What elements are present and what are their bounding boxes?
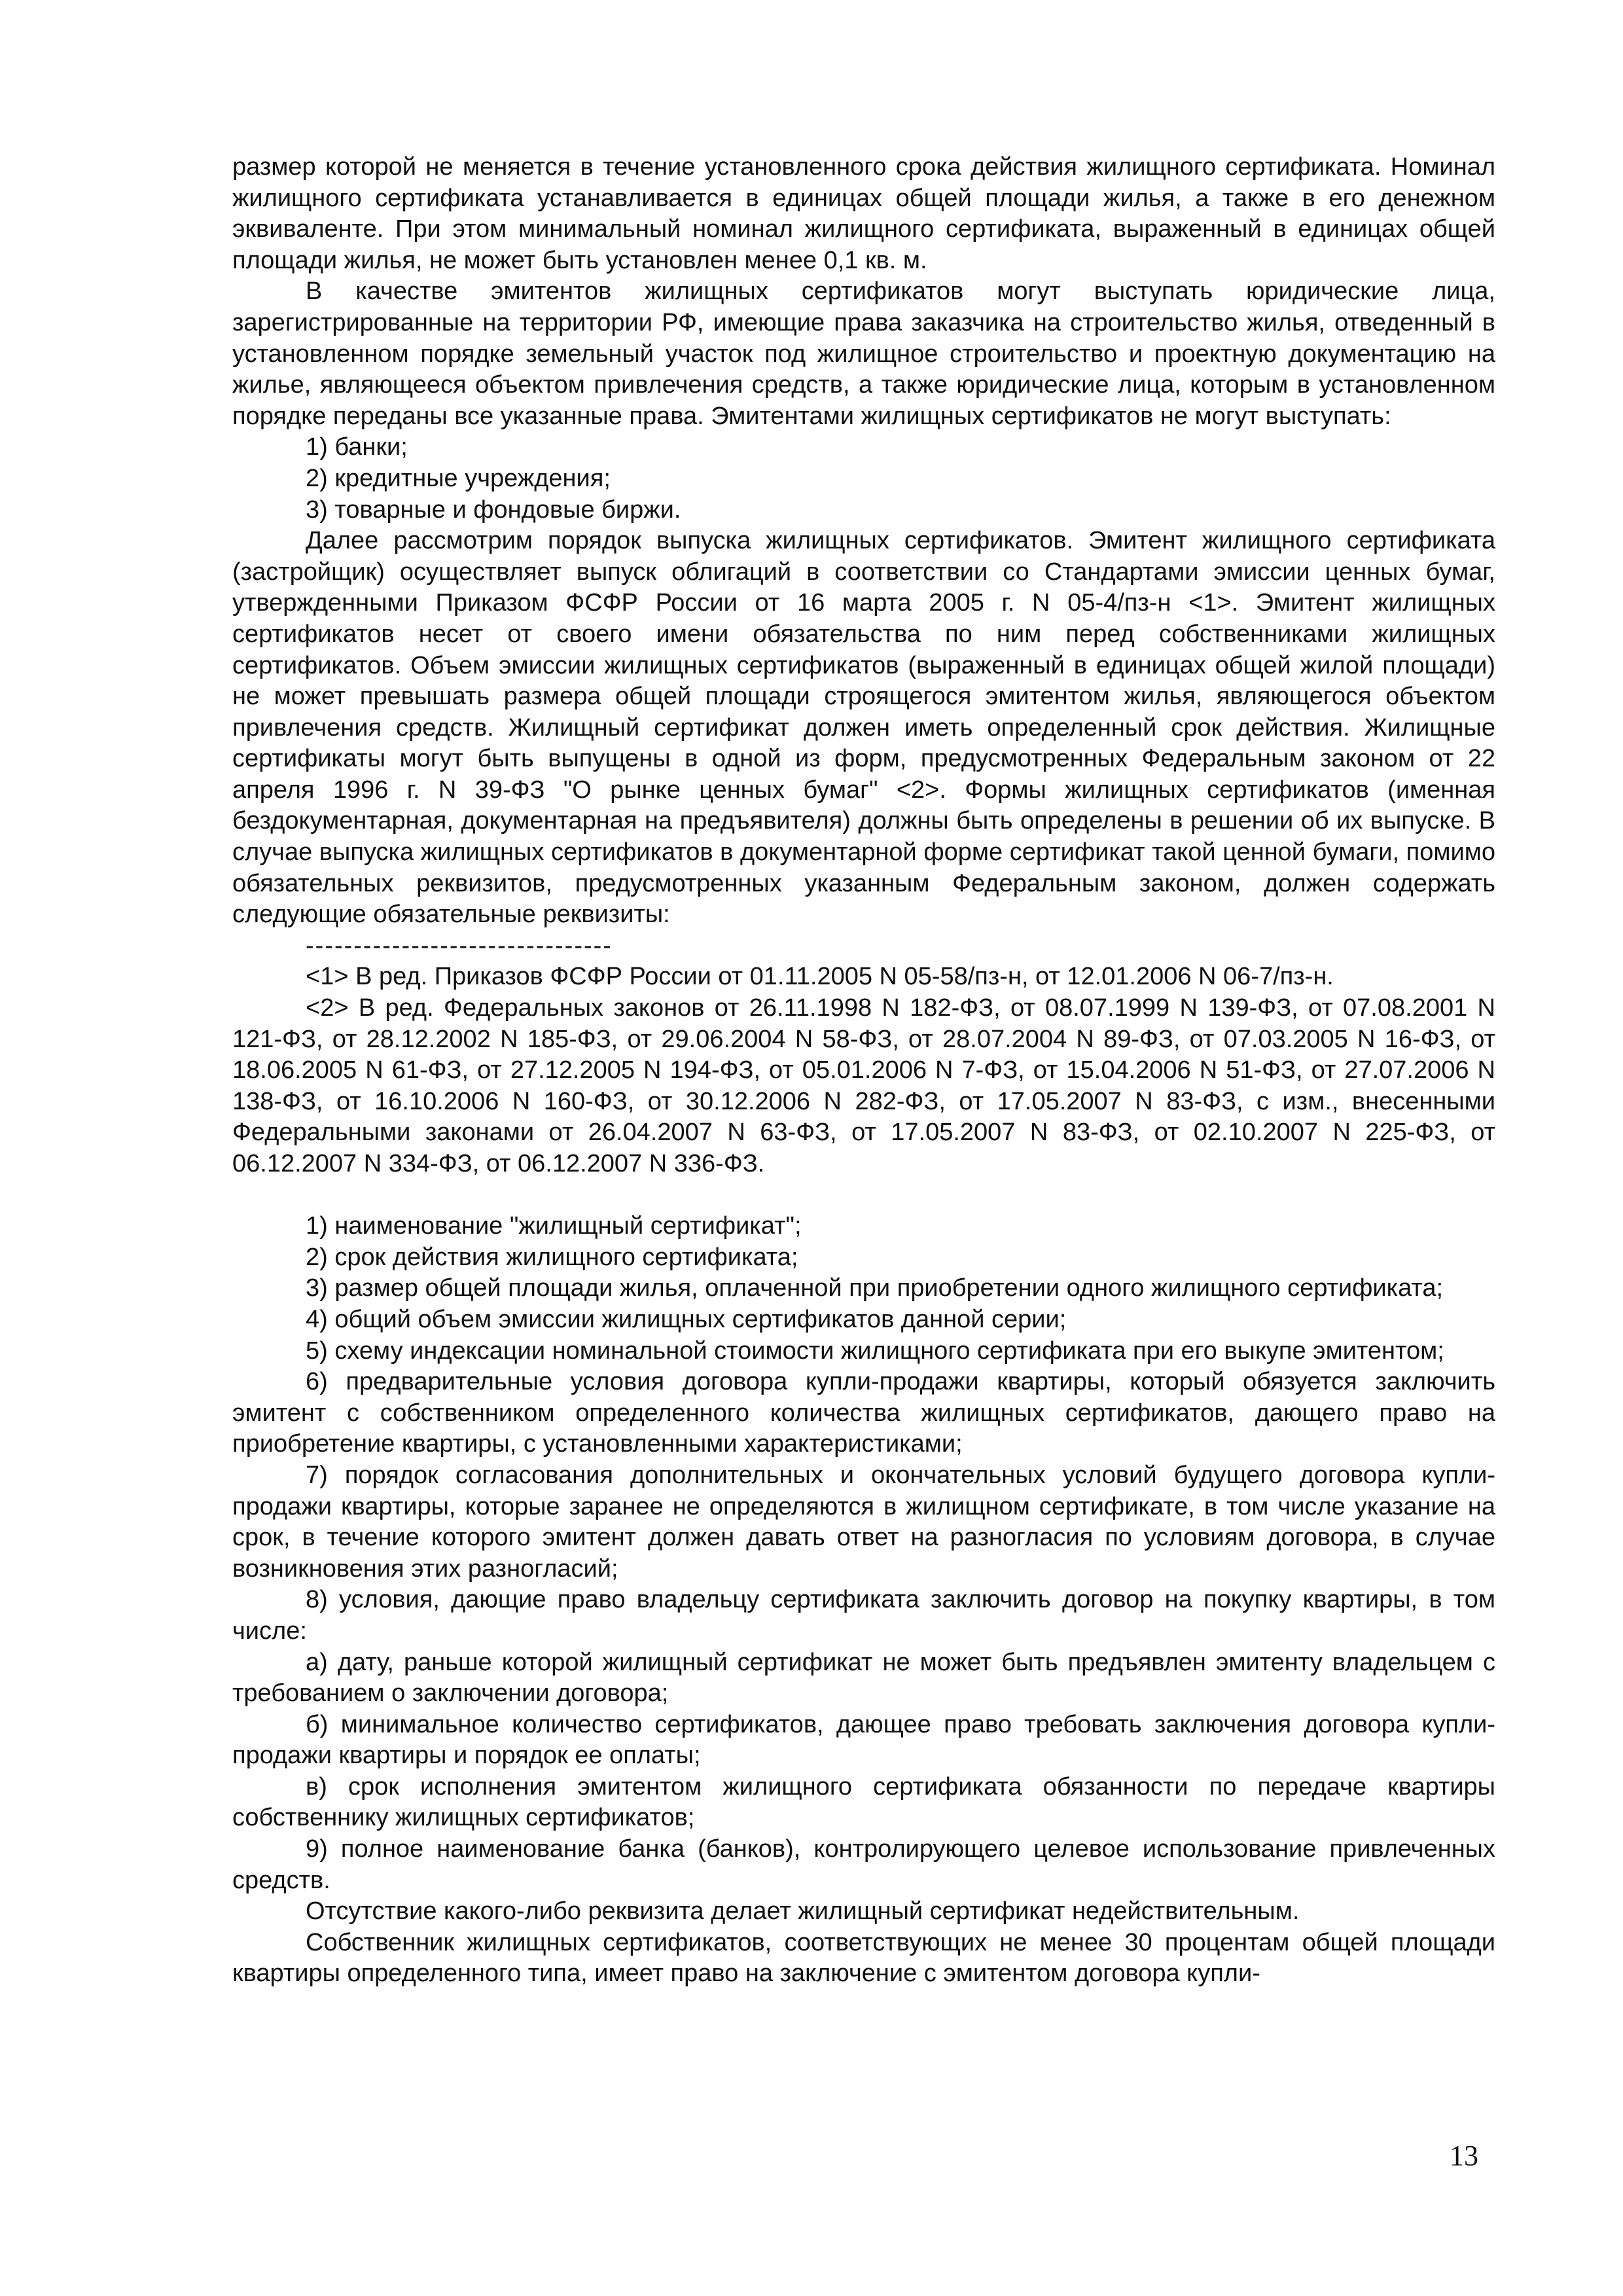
list-item: б) минимальное количество сертификатов, дающее право требовать заключения договора купли-продажи квартиры и порядок ее оплаты; [232, 1710, 1495, 1770]
page-number: 13 [1450, 2140, 1478, 2172]
list-item: 3) товарные и фондовые биржи. [306, 495, 681, 524]
list-item: в) срок исполнения эмитентом жилищного сертификата обязанности по передаче квартиры собственнику жилищных сертификатов; [232, 1772, 1495, 1832]
list-item: 1) банки; [306, 433, 408, 461]
footnote-separator: -------------------------------- [306, 931, 613, 960]
list-item: 5) схему индексации номинальной стоимости жилищного сертификата при его выкупе эмитентом; [306, 1336, 1444, 1365]
list-item: 2) срок действия жилищного сертификата; [306, 1243, 798, 1271]
list-item: 8) условия, дающие право владельцу сертификата заключить договор на покупку квартиры, в том числе: [232, 1586, 1495, 1645]
document-page [232, 152, 1495, 1990]
footnote: <2> В ред. Федеральных законов от 26.11.1998 N 182-ФЗ, от 08.07.1999 N 139-ФЗ, от 07.08.2001 N 121-ФЗ, от 28.12.2002 N 185-ФЗ, от 29.06.2004 N 58-ФЗ, от 28.07.2004 N 89-ФЗ, от 07.03.2005 N 16-ФЗ, от 18.06.2005 N 61-ФЗ, от 27.12.2005 N 194-ФЗ, от 05.01.2006 N 7-ФЗ, от 15.04.2006 N 51-ФЗ, от 27.07.2006 N 138-ФЗ, от 16.10.2006 N 160-ФЗ, от 30.12.2006 N 282-ФЗ, от 17.05.2007 N 83-ФЗ, с изм., внесенными Федеральными законами от 26.04.2007 N 63-ФЗ, от 17.05.2007 N 83-ФЗ, от 02.10.2007 N 225-ФЗ, от 06.12.2007 N 334-ФЗ, от 06.12.2007 N 336-ФЗ. [232, 994, 1495, 1177]
spacer [232, 1180, 1495, 1211]
list-item: 3) размер общей площади жилья, оплаченной при приобретении одного жилищного сертификата; [306, 1274, 1444, 1302]
list-item: 7) порядок согласования дополнительных и окончательных условий будущего договора купли-продажи квартиры, которые заранее не определяются в жилищном сертификате, в том числе указание на срок, в течение которого эмитент должен давать ответ на разногласия по условиям договора, в случае возникновения этих разногласий; [232, 1461, 1495, 1583]
paragraph: Отсутствие какого-либо реквизита делает жилищный сертификат недействительным. [306, 1897, 1300, 1926]
footnote: <1> В ред. Приказов ФСФР России от 01.11.2005 N 05-58/пз-н, от 12.01.2006 N 06-7/пз-н. [306, 963, 1334, 991]
paragraph: Далее рассмотрим порядок выпуска жилищных сертификатов. Эмитент жилищного сертификата (застройщик) осуществляет выпуск облигаций в соответствии со Стандартами эмиссии ценных бумаг, утвержденными Приказом ФСФР России от 16 марта 2005 г. N 05-4/пз-н <1>. Эмитент жилищных сертификатов несет от своего имени обязательства по ним перед собственниками жилищных сертификатов. Объем эмиссии жилищных сертификатов (выраженный в единицах общей жилой площади) не может превышать размера общей площади строящегося эмитентом жилья, являющегося объектом привлечения средств. Жилищный сертификат должен иметь определенный срок действия. Жилищные сертификаты могут быть выпущены в одной из форм, предусмотренных Федеральным законом от 22 апреля 1996 г. N 39-ФЗ "О рынке ценных бумаг" <2>. Формы жилищных сертификатов (именная бездокументарная, документарная на предъявителя) должны быть определены в решении об их выпуске. В случае выпуска жилищных сертификатов в документарной форме сертификат такой ценной бумаги, помимо обязательных реквизитов, предусмотренных указанным Федеральным законом, должен содержать следующие обязательные реквизиты: [232, 527, 1495, 929]
list-item: а) дату, раньше которой жилищный сертификат не может быть предъявлен эмитенту владельцем с требованием о заключении договора; [232, 1648, 1495, 1708]
paragraph: В качестве эмитентов жилищных сертификатов могут выступать юридические лица, зарегистрированные на территории РФ, имеющие права заказчика на строительство жилья, отведенный в установленном порядке земельный участок под жилищное строительство и проектную документацию на жилье, являющееся объектом привлечения средств, а также юридические лица, которым в установленном порядке переданы все указанные права. Эмитентами жилищных сертификатов не могут выступать: [232, 278, 1495, 430]
list-item: 6) предварительные условия договора купли-продажи квартиры, который обязуется заключить эмитент с собственником определенного количества жилищных сертификатов, дающего право на приобретение квартиры, с установленными характеристиками; [232, 1368, 1495, 1458]
paragraph: размер которой не меняется в течение установленного срока действия жилищного сертификата. Номинал жилищного сертификата устанавливается в единицах общей площади жилья, а также в его денежном эквиваленте. При этом минимальный номинал жилищного сертификата, выраженный в единицах общей площади жилья, не может быть установлен менее 0,1 кв. м. [232, 153, 1495, 274]
paragraph: Собственник жилищных сертификатов, соответствующих не менее 30 процентам общей площади квартиры определенного типа, имеет право на заключение с эмитентом договора купли- [232, 1928, 1495, 1988]
list-item: 2) кредитные учреждения; [306, 464, 611, 492]
list-item: 1) наименование "жилищный сертификат"; [306, 1212, 802, 1240]
list-item: 9) полное наименование банка (банков), контролирующего целевое использование привлеченных средств. [232, 1835, 1495, 1894]
list-item: 4) общий объем эмиссии жилищных сертификатов данной серии; [306, 1305, 1067, 1333]
